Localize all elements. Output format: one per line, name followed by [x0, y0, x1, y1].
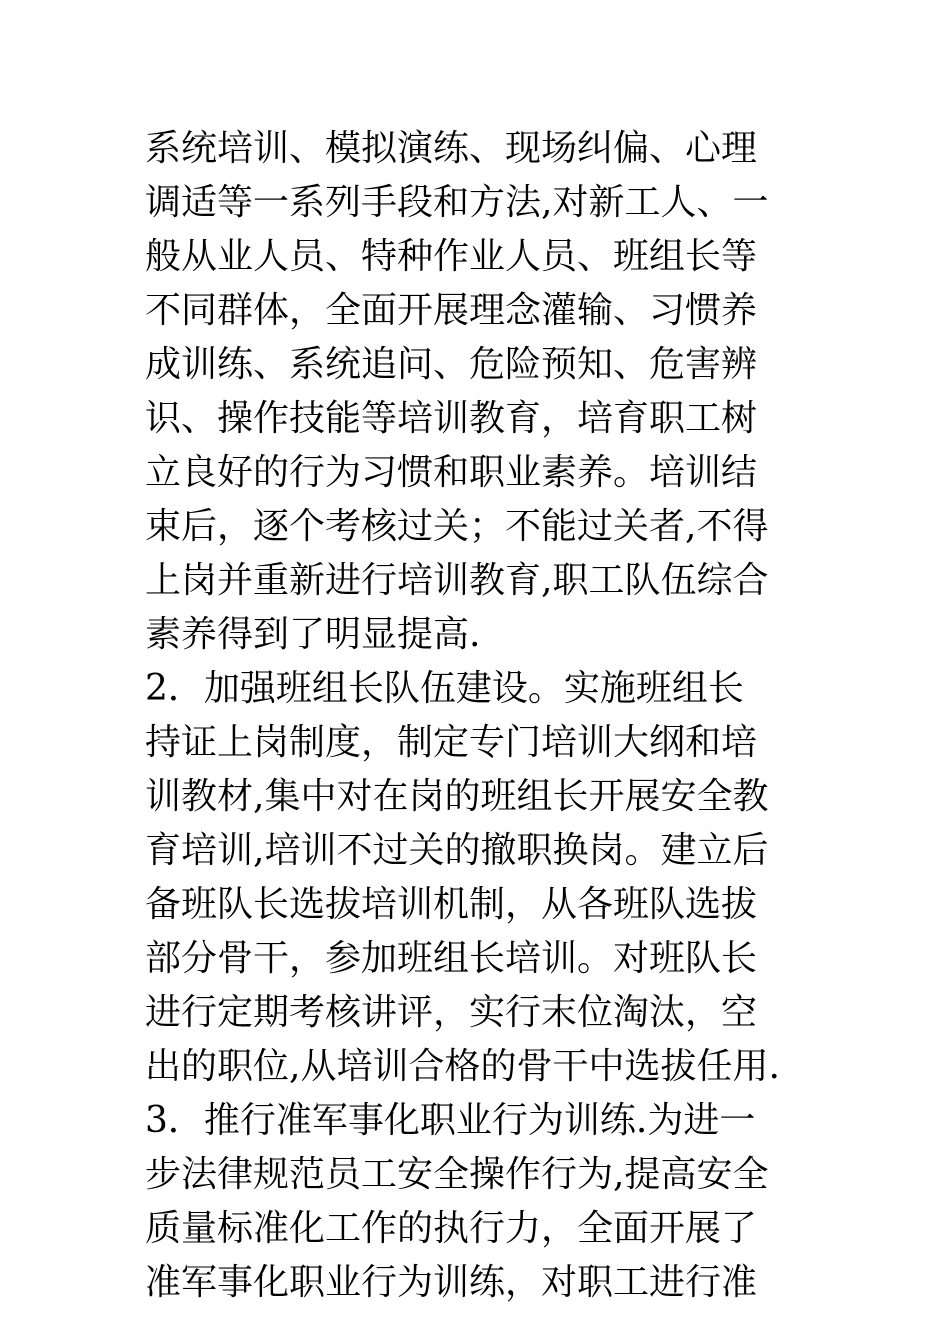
- text-line: 系统培训、模拟演练、现场纠偏、心理: [145, 128, 758, 169]
- text-line: 调适等一系列手段和方法,对新工人、一: [145, 182, 769, 223]
- text-line: 育培训,培训不过关的撤职换岗。建立后: [145, 830, 769, 871]
- text-line: 准军事化职业行为训练，对职工进行准: [145, 1262, 758, 1303]
- text-line: 出的职位,从培训合格的骨干中选拔任用.: [145, 1046, 780, 1087]
- text-line: 不同群体，全面开展理念灌输、习惯养: [145, 290, 758, 331]
- text-line: 进行定期考核讲评，实行末位淘汰，空: [145, 992, 758, 1033]
- text-line: 步法律规范员工安全操作行为,提高安全: [145, 1154, 769, 1195]
- body-text: [145, 122, 815, 1310]
- text-line: 成训练、系统追问、危险预知、危害辨: [145, 344, 758, 385]
- text-line: 立良好的行为习惯和职业素养。培训结: [145, 452, 758, 493]
- text-line: 备班队长选拔培训机制，从各班队选拔: [145, 884, 758, 925]
- list-item-2-line: 2．加强班组长队伍建设。实施班组长: [145, 668, 744, 709]
- text-line: 般从业人员、特种作业人员、班组长等: [145, 236, 758, 277]
- text-line: 持证上岗制度，制定专门培训大纲和培: [145, 722, 758, 763]
- list-item-3-line: 3．推行准军事化职业行为训练.为进一: [145, 1100, 756, 1141]
- text-line: 训教材,集中对在岗的班组长开展安全教: [145, 776, 769, 817]
- text-line: 束后，逐个考核过关；不能过关者,不得: [145, 506, 769, 547]
- text-line: 上岗并重新进行培训教育,职工队伍综合: [145, 560, 769, 601]
- text-line: 识、操作技能等培训教育，培育职工树: [145, 398, 758, 439]
- text-line: 质量标准化工作的执行力，全面开展了: [145, 1208, 758, 1249]
- text-line: 部分骨干，参加班组长培训。对班队长: [145, 938, 758, 979]
- text-line: 素养得到了明显提高.: [145, 614, 481, 655]
